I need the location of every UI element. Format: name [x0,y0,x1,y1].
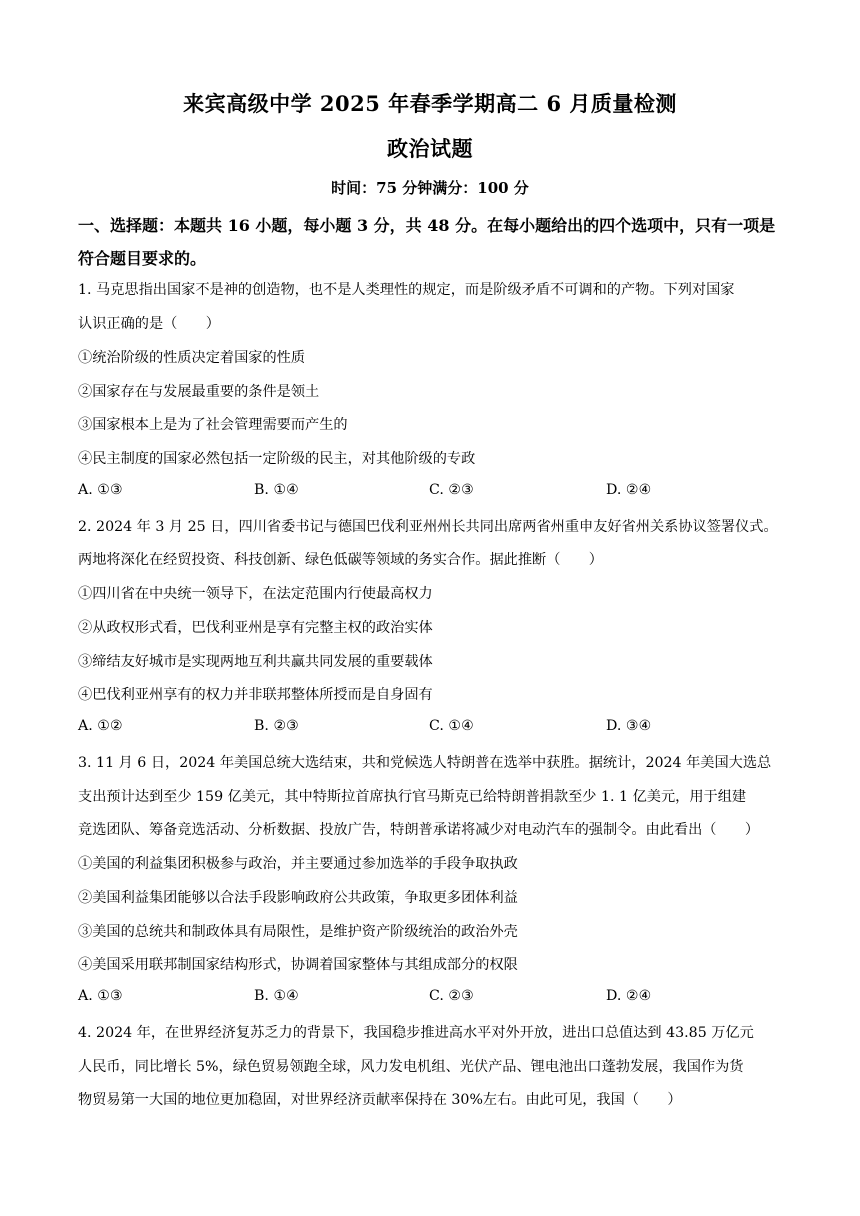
question-3-statement-3: ③美国的总统共和制政体具有局限性，是维护资产阶级统治的政治外壳 [78,924,518,940]
question-3-stem-line-3: 竞选团队、筹备竞选活动、分析数据、投放广告，特朗普承诺将减少对电动汽车的强制令。由此看出（ ） [78,822,760,838]
question-2-option-b[interactable]: B. ②③ [254,718,299,734]
question-3-options [78,988,790,1008]
question-2-statement-1: ①四川省在中央统一领导下，在法定范围内行使最高权力 [78,586,433,602]
question-1-option-a[interactable]: A. ①③ [78,482,123,498]
question-3-stem-line-2: 支出预计达到至少 159 亿美元，其中特斯拉首席执行官马斯克已给特朗普捐款至少 1. 1 亿美元，用于组建 [78,789,747,805]
question-2-stem-line-2: 两地将深化在经贸投资、科技创新、绿色低碳等领域的务实合作。据此推断（ ） [78,552,603,568]
question-1-statement-2: ②国家存在与发展最重要的条件是领土 [78,384,320,400]
question-2-stem-line-1: 2. 2024 年 3 月 25 日，四川省委书记与德国巴伐利亚州州长共同出席两省州重申友好省州关系协议签署仪式。 [78,519,778,535]
question-2-option-c[interactable]: C. ①④ [429,718,474,734]
question-3-option-a[interactable]: A. ①③ [78,988,123,1004]
question-3-option-c[interactable]: C. ②③ [429,988,474,1004]
question-1-options [78,482,790,502]
question-3-stem-line-1: 3. 11 月 6 日，2024 年美国总统大选结束，共和党候选人特朗普在选举中获胜。据统计，2024 年美国大选总 [78,755,772,771]
subject-title: 政治试题 [387,136,473,161]
question-2-statement-4: ④巴伐利亚州享有的权力并非联邦整体所授而是自身固有 [78,687,433,703]
question-1-statement-3: ③国家根本上是为了社会管理需要而产生的 [78,417,348,433]
question-2-option-a[interactable]: A. ①② [78,718,123,734]
question-2-option-d[interactable]: D. ③④ [606,718,652,734]
exam-title: 来宾高级中学 2025 年春季学期高二 6 月质量检测 [183,91,677,116]
question-1-stem-line-1: 1. 马克思指出国家不是神的创造物，也不是人类理性的规定，而是阶级矛盾不可调和的产物。下列对国家 [78,282,735,298]
question-1-option-c[interactable]: C. ②③ [429,482,474,498]
question-3-option-b[interactable]: B. ①④ [254,988,299,1004]
question-1-stem-line-2: 认识正确的是（ ） [78,316,220,332]
section-heading: 一、选择题：本题共 16 小题，每小题 3 分，共 48 分。在每小题给出的四个选项中，只有一项是符合题目要求的。 [78,216,776,268]
time-info: 时间：75 分钟满分：100 分 [331,179,529,197]
question-3-option-d[interactable]: D. ②④ [606,988,652,1004]
question-2-statement-3: ③缔结友好城市是实现两地互利共赢共同发展的重要载体 [78,654,433,670]
question-4-stem-line-3: 物贸易第一大国的地位更加稳固，对世界经济贡献率保持在 30%左右。由此可见，我国（ ） [78,1092,682,1108]
question-2-statement-2: ②从政权形式看，巴伐利亚州是享有完整主权的政治实体 [78,620,433,636]
question-3-statement-2: ②美国利益集团能够以合法手段影响政府公共政策，争取更多团体利益 [78,890,518,906]
question-1-statement-1: ①统治阶级的性质决定着国家的性质 [78,350,306,366]
question-1-option-b[interactable]: B. ①④ [254,482,299,498]
question-3-statement-4: ④美国采用联邦制国家结构形式，协调着国家整体与其组成部分的权限 [78,957,518,973]
question-4-stem-line-2: 人民币，同比增长 5%，绿色贸易领跑全球，风力发电机组、光伏产品、锂电池出口蓬勃发展，我国作为货 [78,1059,744,1075]
question-2-options [78,718,790,738]
question-1-statement-4: ④民主制度的国家必然包括一定阶级的民主，对其他阶级的专政 [78,451,476,467]
question-3-statement-1: ①美国的利益集团积极参与政治，并主要通过参加选举的手段争取执政 [78,856,518,872]
question-4-stem-line-1: 4. 2024 年，在世界经济复苏乏力的背景下，我国稳步推进高水平对外开放，进出口总值达到 43.85 万亿元 [78,1025,754,1041]
question-1-option-d[interactable]: D. ②④ [606,482,652,498]
